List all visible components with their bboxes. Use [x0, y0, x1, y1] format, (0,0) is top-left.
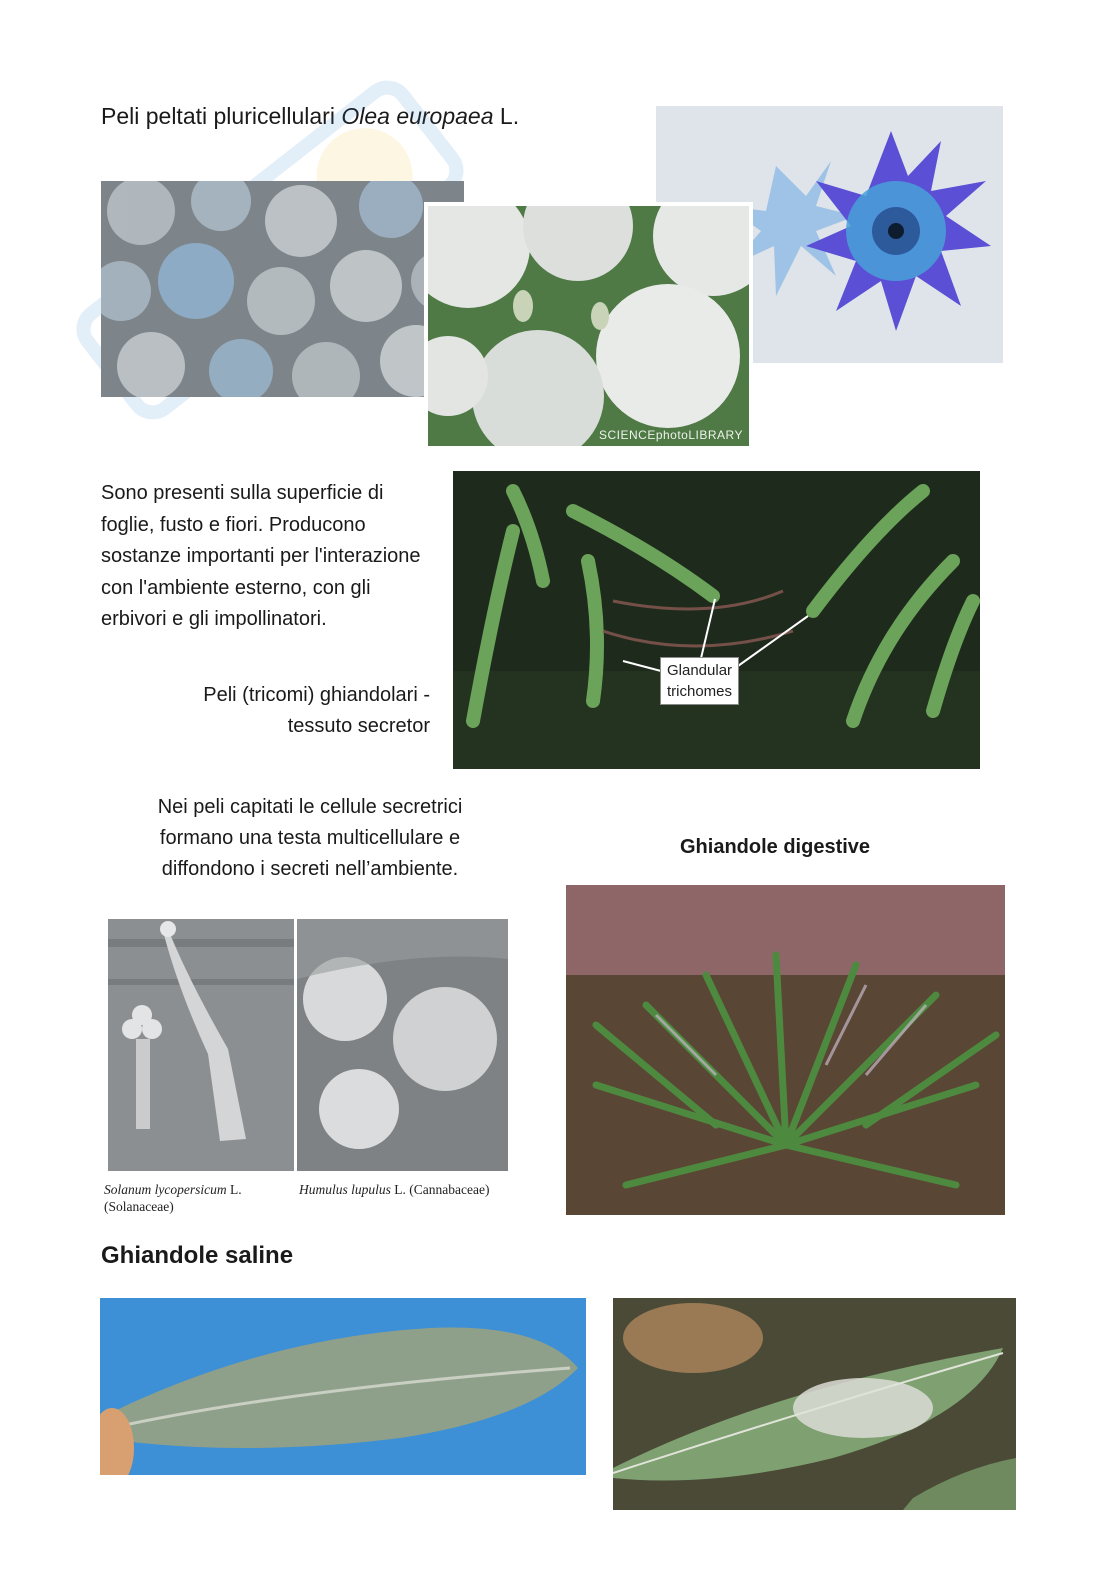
title-species: Olea europaea: [341, 103, 494, 129]
glandular-hairs-line-1: Peli (tricomi) ghiandolari -: [203, 684, 430, 706]
solanum-family: (Solanaceae): [104, 1199, 174, 1214]
digestive-glands-heading: Ghiandole digestive: [680, 836, 871, 858]
sem-stomata-image: [424, 202, 753, 450]
label-line-1: Glandular: [667, 662, 733, 679]
science-photo-credit: SCIENCEphotoLIBRARY: [598, 428, 743, 442]
intro-paragraph: Sono presenti sulla superficie di foglie, fusto e fiori. Producono sostanze importanti per l'interazione con l'ambiente esterno, con gli erbivori e gli impollinatori.: [101, 482, 421, 630]
page-title: [101, 102, 519, 130]
solanum-caption: [104, 1181, 242, 1215]
olive-leaf-sky-photo: [100, 1298, 586, 1475]
solanum-author: L.: [226, 1182, 242, 1197]
title-suffix: L.: [493, 103, 520, 129]
glandular-hairs-label: [150, 680, 430, 742]
humulus-rest: L. (Cannabaceae): [390, 1182, 490, 1197]
olive-leaf-salt-photo: [613, 1298, 1016, 1510]
glandular-trichomes-label: [660, 657, 739, 705]
digestive-glands-photo: [566, 885, 1005, 1215]
glandular-trichomes-photo: [453, 471, 980, 769]
humulus-caption: [299, 1181, 489, 1198]
saline-glands-heading: Ghiandole saline: [101, 1242, 294, 1269]
solanum-species: Solanum lycopersicum: [104, 1182, 227, 1197]
solanum-caption-line-1: [104, 1181, 242, 1198]
sem-peltate-hairs-image: [101, 181, 464, 397]
label-line-2: trichomes: [667, 683, 733, 700]
title-prefix: Peli peltati pluricellulari: [101, 103, 342, 129]
sem-solanum-hairs-image: [108, 919, 294, 1171]
humulus-species: Humulus lupulus: [299, 1182, 391, 1197]
sem-humulus-glands-image: [297, 919, 508, 1171]
glandular-hairs-line-2: tessuto secretor: [287, 715, 430, 737]
capitate-hairs-paragraph: Nei peli capitati le cellule secretrici formano una testa multicellulare e diffondono i secreti nell’ambiente.: [157, 796, 463, 880]
